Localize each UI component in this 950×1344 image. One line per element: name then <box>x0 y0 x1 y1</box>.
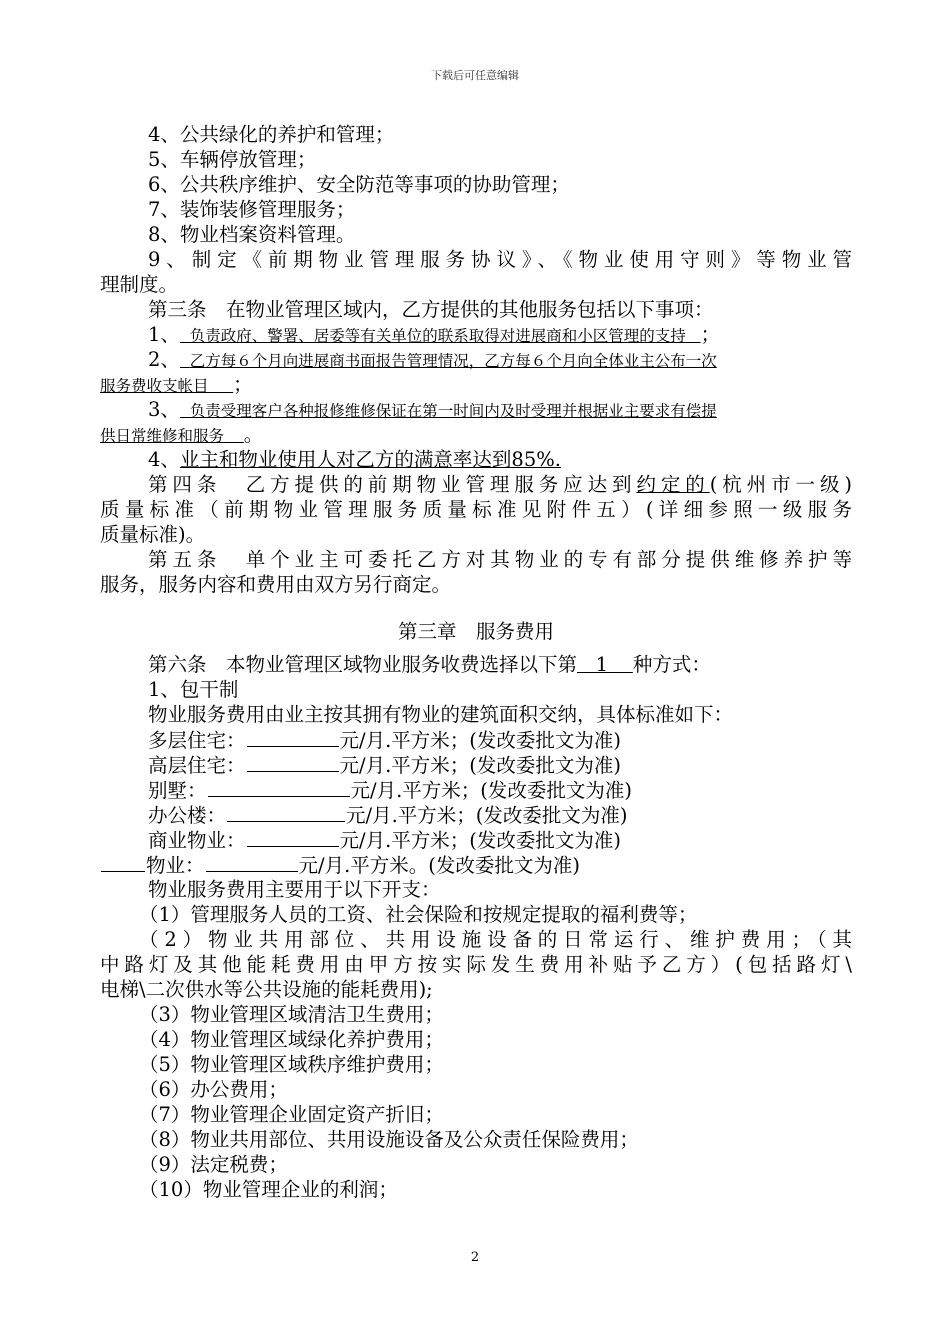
filled-text: 业主和物业使用人对乙方的满意率达到85%. <box>179 448 561 471</box>
blank-field <box>247 727 339 747</box>
blank-field <box>227 802 345 822</box>
article-3-item-3-cont: 供日常维修和服务 。 <box>100 423 264 446</box>
filled-text: 供日常维修和服务 <box>100 427 225 445</box>
article-3-item-1: 1、 负责政府、警署、居委等有关单位的联系取得对进展商和小区管理的支持 ； <box>148 323 721 346</box>
list-item: 9、制定《前期物业管理服务协议》、《物业使用守则》等物业管 <box>148 248 852 271</box>
cost-item: （3）物业管理区域清洁卫生费用； <box>139 1003 444 1026</box>
cost-item: （10）物业管理企业的利润； <box>139 1178 398 1201</box>
rate-row: 高层住宅： 元/月.平方米；(发改委批文为准) <box>148 754 621 777</box>
blank-field <box>247 827 339 847</box>
chapter-title: 第三章 服务费用 <box>397 620 554 643</box>
rate-row: 多层住宅： 元/月.平方米；(发改委批文为准) <box>148 729 621 752</box>
article-5-line: 服务，服务内容和费用由双方另行商定。 <box>100 573 452 596</box>
cost-item: （5）物业管理区域秩序维护费用； <box>139 1053 444 1076</box>
list-item: 8、物业档案资料管理。 <box>148 223 356 246</box>
article-3-item-4 <box>100 447 852 472</box>
filled-text: 负责受理客户各种报修维修保证在第一时间内及时受理并根据业主要求有偿提 <box>189 402 717 420</box>
rate-row: 别墅： 元/月.平方米；(发改委批文为准) <box>148 779 632 802</box>
cost-item: （9）法定税费； <box>139 1153 288 1176</box>
article-4-line: 第四条 乙方提供的前期物业管理服务应达到约定的(杭州市一级) <box>148 473 852 496</box>
item-number: 3、 <box>148 398 180 421</box>
document-body <box>100 122 852 1202</box>
underlined-term: 约定的 <box>636 473 710 496</box>
blank-field <box>208 777 350 797</box>
article-6-heading: 第六条 本物业管理区域物业服务收费选择以下第 1 种方式： <box>148 653 711 676</box>
list-item-continuation: 理制度。 <box>100 273 179 296</box>
list-item: 7、装饰装修管理服务； <box>148 198 356 221</box>
list-item: 5、车辆停放管理； <box>148 148 317 171</box>
cost-item-continuation: 中路灯及其他能耗费用由甲方按实际发生费用补贴予乙方）(包括路灯\ <box>100 953 852 976</box>
page-number: 2 <box>470 1250 480 1265</box>
cost-item: （1）管理服务人员的工资、社会保险和按规定提取的福利费等； <box>139 903 698 926</box>
blank-field <box>247 752 339 772</box>
filled-text: 乙方每６个月向进展商书面报告管理情况，乙方每６个月向全体业主公布一次 <box>189 352 717 370</box>
cost-item: （2）物业共用部位、共用设施设备的日常运行、维护费用；（其 <box>139 928 852 951</box>
rate-row: 物业： 元/月.平方米。(发改委批文为准) <box>100 852 852 877</box>
blank-field <box>101 852 145 872</box>
article-4-line: 质量标准（前期物业管理服务质量标准见附件五）(详细参照一级服务 <box>100 498 852 521</box>
item-number: 1、 <box>148 323 180 346</box>
article-4-line: 质量标准)。 <box>100 523 206 546</box>
article-3-item-2 <box>100 347 852 372</box>
cost-item: （7）物业管理企业固定资产折旧； <box>139 1103 444 1126</box>
item-number: 4、 <box>148 448 180 471</box>
list-item: 4、公共绿化的养护和管理； <box>148 123 395 146</box>
item-number: 2、 <box>148 348 180 371</box>
blank-field <box>206 852 298 872</box>
article-3-heading: 第三条 在物业管理区域内，乙方提供的其他服务包括以下事项： <box>148 298 714 321</box>
article-3-item-3 <box>100 397 852 422</box>
filled-text: 负责政府、警署、居委等有关单位的联系取得对进展商和小区管理的支持 <box>189 327 686 345</box>
rate-row: 商业物业： 元/月.平方米；(发改委批文为准) <box>148 829 621 852</box>
article-3-item-2-cont: 服务费收支帐目 ； <box>100 373 253 396</box>
fee-mode-choice: 1 <box>595 653 609 676</box>
article-5-line: 第五条 单个业主可委托乙方对其物业的专有部分提供维修养护等 <box>148 548 852 571</box>
filled-text: 服务费收支帐目 <box>100 377 209 395</box>
cost-item: （6）办公费用； <box>139 1078 288 1101</box>
list-item: 6、公共秩序维护、安全防范等事项的协助管理； <box>148 173 570 196</box>
cost-item: （4）物业管理区域绿化养护费用； <box>139 1028 444 1051</box>
rate-row: 办公楼： 元/月.平方米；(发改委批文为准) <box>148 804 628 827</box>
cost-item-continuation: 电梯\二次供水等公共设施的能耗费用); <box>100 978 433 1001</box>
fee-intro: 物业服务费用由业主按其拥有物业的建筑面积交纳，具体标准如下： <box>148 703 734 726</box>
page-header: 下载后可任意编辑 <box>431 69 519 82</box>
option-label: 1、包干制 <box>148 678 239 701</box>
cost-item: （8）物业共用部位、共用设施设备及公众责任保险费用； <box>139 1128 639 1151</box>
costs-intro: 物业服务费用主要用于以下开支： <box>148 878 441 901</box>
